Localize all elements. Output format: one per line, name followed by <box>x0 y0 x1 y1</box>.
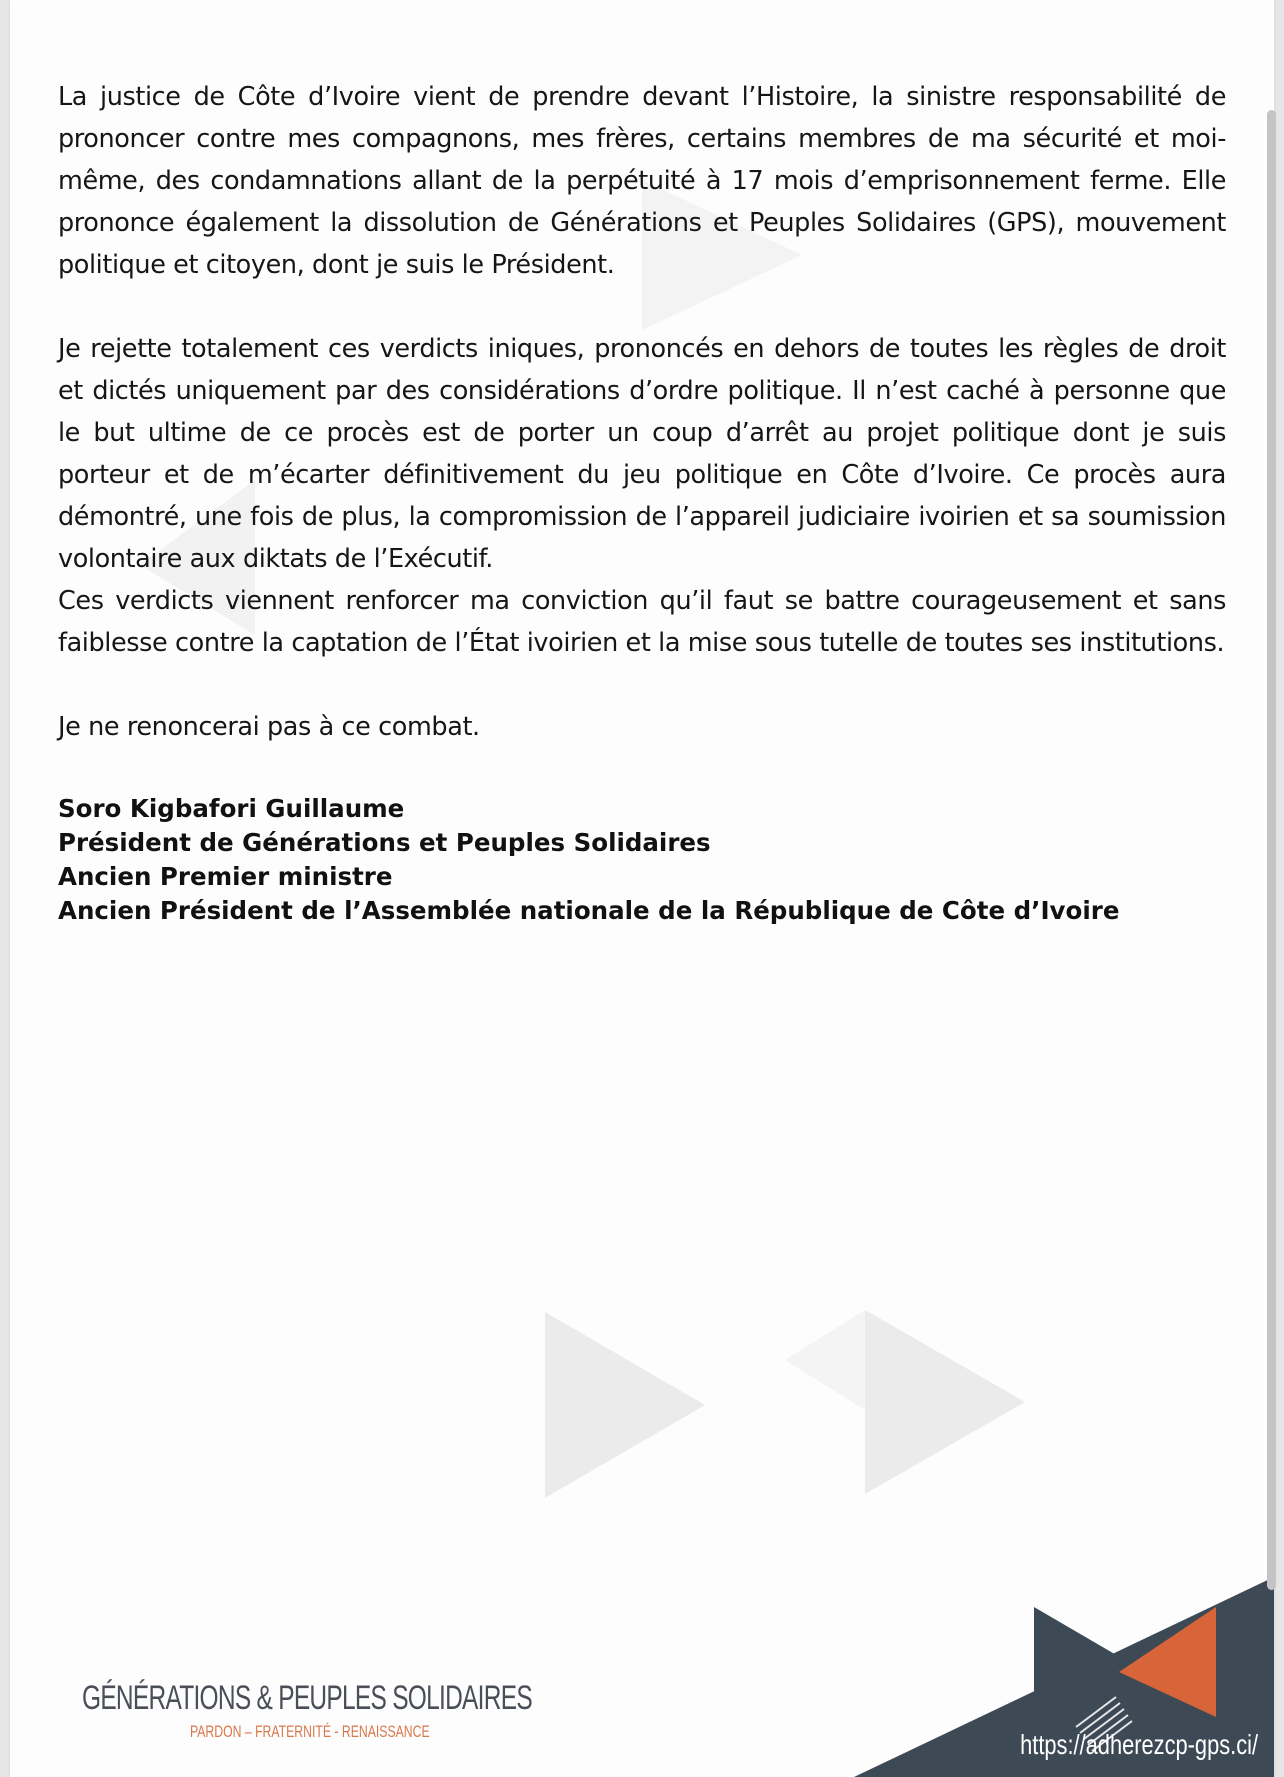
paragraph-4: Je ne renoncerai pas à ce combat. <box>58 712 480 742</box>
watermark-arrow-bottom-1 <box>545 1312 705 1498</box>
vertical-scrollbar[interactable] <box>1267 110 1276 1590</box>
paragraph-3: Ces verdicts viennent renforcer ma conviction qu’il faut se battre courageusement et sans faiblesse contre la captation de l’État ivoirien et la mise sous tutelle de toutes ses institutions. <box>58 586 1226 658</box>
letter-body <box>58 76 1226 790</box>
watermark-arrow-bottom-2-shadow <box>785 1310 865 1410</box>
signature-name: Soro Kigbafori Guillaume <box>58 794 405 823</box>
signature-title-3: Ancien Président de l’Assemblée nationale de la République de Côte d’Ivoire <box>58 896 1120 925</box>
brand-name: GÉNÉRATIONS & PEUPLES SOLIDAIRES <box>82 1679 532 1717</box>
watermark-arrow-bottom-2 <box>865 1310 1025 1494</box>
paragraph-2: Je rejette totalement ces verdicts iniques, prononcés en dehors de toutes les règles de droit et dictés uniquement par des considérations d’ordre politique. Il n’est caché à personne que le but ultime de ce procès est de porter un coup d’arrêt au projet politique dont je suis porteur et de m’écarter définitivement du jeu politique en Côte d’Ivoire. Ce procès aura démontré, une fois de plus, la compromission de l’appareil judiciaire ivoirien et sa soumission volontaire aux diktats de l’Exécutif. <box>58 334 1226 574</box>
signature-title-1: Président de Générations et Peuples Solidaires <box>58 828 711 857</box>
website-url[interactable]: https://adherezcp-gps.ci/ <box>1020 1729 1258 1760</box>
signature-title-2: Ancien Premier ministre <box>58 862 393 891</box>
signature-block <box>58 792 1238 928</box>
document-page <box>10 0 1274 1777</box>
brand-tagline: PARDON – FRATERNITÉ - RENAISSANCE <box>190 1722 430 1741</box>
paragraph-1: La justice de Côte d’Ivoire vient de prendre devant l’Histoire, la sinistre responsabilité de prononcer contre mes compagnons, mes frères, certains membres de ma sécurité et moi-même, des condamnations allant de la perpétuité à 17 mois d’emprisonnement ferme. Elle prononce également la dissolution de Générations et Peuples Solidaires (GPS), mouvement politique et citoyen, dont je suis le Président. <box>58 82 1226 280</box>
brand-logo <box>82 1680 642 1742</box>
